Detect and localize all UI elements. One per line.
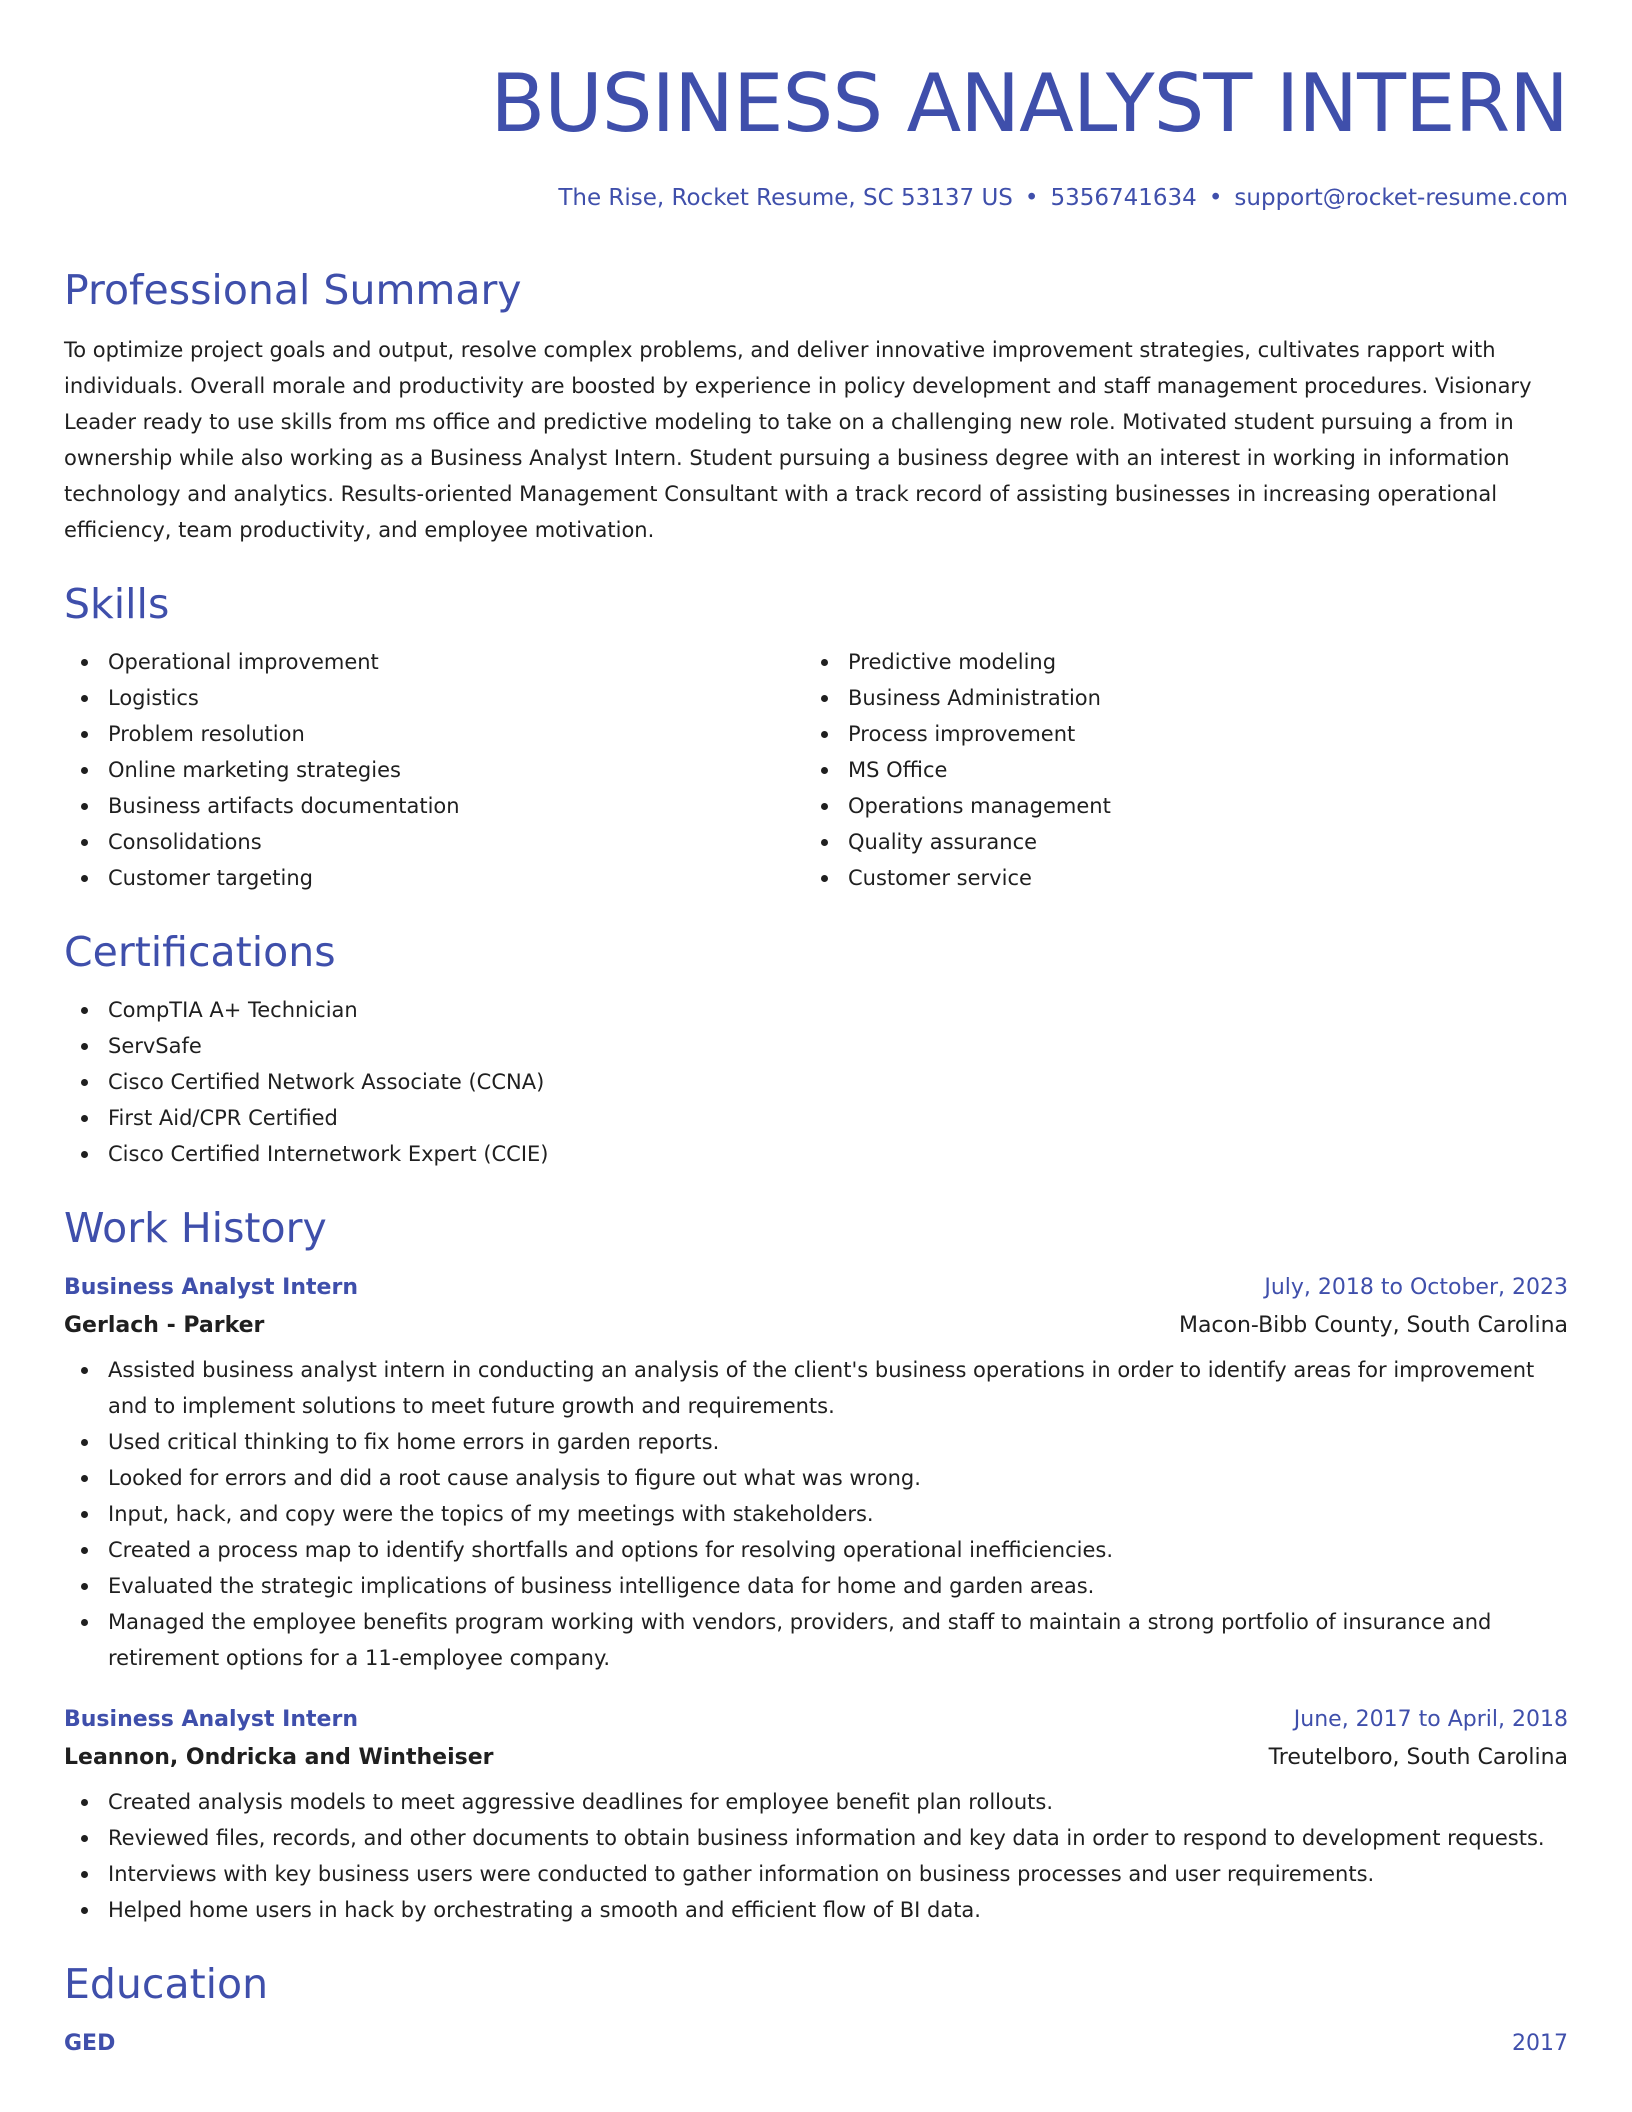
job-dates: July, 2018 to October, 2023 xyxy=(1264,1275,1568,1300)
job-title: Business Analyst Intern xyxy=(64,1275,358,1300)
skills-list-left xyxy=(64,644,804,896)
contact-line xyxy=(64,182,1568,214)
job-duty-item: Created a process map to identify shortfalls and options for resolving operational inefficiencies. xyxy=(64,1532,1568,1568)
certification-item: Cisco Certified Internetwork Expert (CCIE) xyxy=(64,1136,1568,1172)
job-location: Macon-Bibb County, South Carolina xyxy=(1178,1313,1568,1338)
job-duty-item: Assisted business analyst intern in conducting an analysis of the client's business operations in order to identify areas for improvement and to implement solutions to meet future growth and requirements. xyxy=(64,1352,1568,1424)
contact-separator: • xyxy=(1024,185,1039,211)
certification-item: First Aid/CPR Certified xyxy=(64,1100,1568,1136)
job-duty-item: Created analysis models to meet aggressive deadlines for employee benefit plan rollouts. xyxy=(64,1784,1568,1820)
skill-item: Operational improvement xyxy=(64,644,804,680)
skill-item: Quality assurance xyxy=(804,824,1544,860)
job-duty-item: Interviews with key business users were conducted to gather information on business processes and user requirements. xyxy=(64,1856,1568,1892)
job-header-row xyxy=(64,1702,1568,1738)
section-title: Professional Summary xyxy=(64,266,522,314)
skill-item: Problem resolution xyxy=(64,716,804,752)
certification-item: CompTIA A+ Technician xyxy=(64,992,1568,1028)
certifications-list xyxy=(64,992,1568,1172)
job-header-row xyxy=(64,1270,1568,1306)
skills-section xyxy=(64,576,1568,896)
job-duty-item: Reviewed files, records, and other documents to obtain business information and key data in order to respond to development requests. xyxy=(64,1820,1568,1856)
education-row xyxy=(64,2026,1568,2062)
job-dates: June, 2017 to April, 2018 xyxy=(1293,1707,1568,1732)
resume-header xyxy=(64,0,1568,214)
company-name: Leannon, Ondricka and Wintheiser xyxy=(64,1745,494,1770)
job-company-row xyxy=(64,1306,1568,1346)
contact-separator: • xyxy=(1208,185,1223,211)
skill-item: Online marketing strategies xyxy=(64,752,804,788)
job-entry xyxy=(64,1270,1568,1676)
work-history-section xyxy=(64,1200,1568,1928)
certification-item: Cisco Certified Network Associate (CCNA) xyxy=(64,1064,1568,1100)
skill-item: Process improvement xyxy=(804,716,1544,752)
contact-phone: 5356741634 xyxy=(1050,185,1197,211)
certifications-section xyxy=(64,924,1568,1172)
section-title: Skills xyxy=(64,580,170,628)
job-duties-list xyxy=(64,1352,1568,1676)
contact-email[interactable]: support@rocket-resume.com xyxy=(1234,185,1568,211)
skill-item: Customer targeting xyxy=(64,860,804,896)
skill-item: Predictive modeling xyxy=(804,644,1544,680)
job-company-row xyxy=(64,1738,1568,1778)
degree-name: GED xyxy=(64,2031,116,2056)
candidate-title: BUSINESS ANALYST INTERN xyxy=(490,57,1568,150)
job-duty-item: Helped home users in hack by orchestrating a smooth and efficient flow of BI data. xyxy=(64,1892,1568,1928)
section-title: Certifications xyxy=(64,928,336,976)
job-title: Business Analyst Intern xyxy=(64,1707,358,1732)
skill-item: Business artifacts documentation xyxy=(64,788,804,824)
company-name: Gerlach - Parker xyxy=(64,1313,265,1338)
summary-text: To optimize project goals and output, resolve complex problems, and deliver innovative improvement strategies, cultivates rapport with individuals. Overall morale and productivity are boosted by experience in policy development and staff management procedures. Visionary Leader ready to use skills from ms office and predictive modeling to take on a challenging new role. Motivated student pursuing a from in ownership while also working as a Business Analyst Intern. Student pursuing a business degree with an interest in working in information technology and analytics. Results-oriented Management Consultant with a track record of assisting businesses in increasing operational efficiency, team productivity, and employee motivation. xyxy=(64,338,1532,542)
skill-item: Logistics xyxy=(64,680,804,716)
certification-item: ServSafe xyxy=(64,1028,1568,1064)
skill-item: MS Office xyxy=(804,752,1544,788)
job-duty-item: Looked for errors and did a root cause analysis to figure out what was wrong. xyxy=(64,1460,1568,1496)
job-entry xyxy=(64,1702,1568,1928)
skill-item: Customer service xyxy=(804,860,1544,896)
skill-item: Operations management xyxy=(804,788,1544,824)
job-duty-item: Input, hack, and copy were the topics of my meetings with stakeholders. xyxy=(64,1496,1568,1532)
job-duty-item: Used critical thinking to fix home errors in garden reports. xyxy=(64,1424,1568,1460)
job-location: Treutelboro, South Carolina xyxy=(1268,1745,1568,1770)
contact-address: The Rise, Rocket Resume, SC 53137 US xyxy=(558,185,1013,211)
skills-list-right xyxy=(804,644,1544,896)
job-duty-item: Evaluated the strategic implications of business intelligence data for home and garden areas. xyxy=(64,1568,1568,1604)
section-title: Work History xyxy=(64,1204,327,1252)
job-duties-list xyxy=(64,1784,1568,1928)
job-duty-item: Managed the employee benefits program working with vendors, providers, and staff to maintain a strong portfolio of insurance and retirement options for a 11-employee company. xyxy=(64,1604,1568,1676)
skill-item: Consolidations xyxy=(64,824,804,860)
section-title: Education xyxy=(64,1960,269,2008)
education-section xyxy=(64,1956,1568,2062)
professional-summary-section xyxy=(64,262,1568,548)
graduation-year: 2017 xyxy=(1512,2031,1568,2056)
skill-item: Business Administration xyxy=(804,680,1544,716)
skills-grid xyxy=(64,632,1568,896)
